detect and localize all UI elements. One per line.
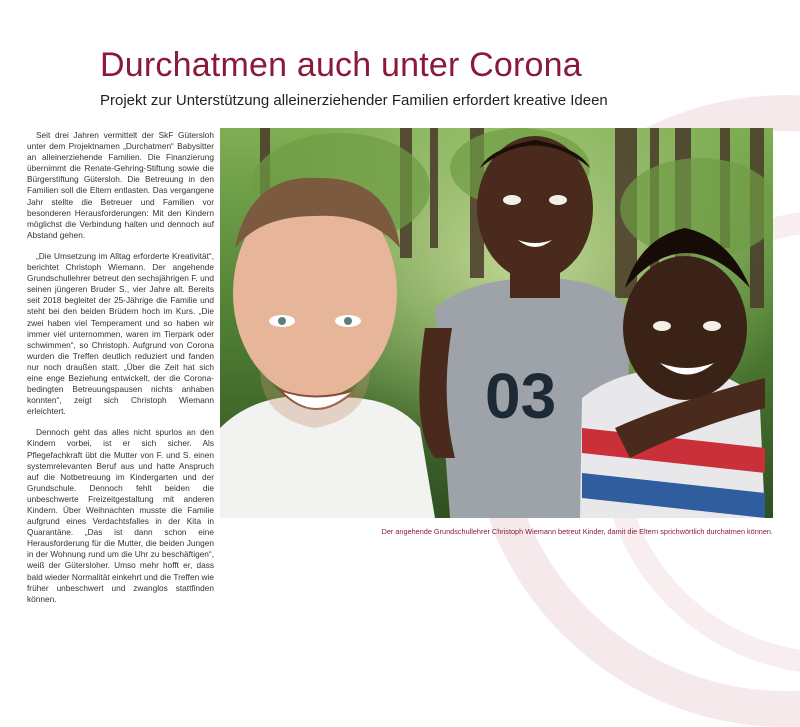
body-paragraph-2: „Die Umsetzung im Alltag erforderte Kreativität“, berichtet Christoph Wiemann. Der angehende Grundschullehrer betreut den sechsjährigen F. und seinen jüngeren Bruder S., vier Jahre alt. Bereits seit 2018 begleitet der 25-Jährige die Familie und steht bei den beiden Brüdern hoch im Kurs. „Die zwei haben viel Temperament und so haben wir immer viel unternommen, waren im Tierpark oder schwimmen“, so Christoph. Aufgrund von Corona wurden die Treffen deutlich reduziert und fanden nur noch draußen statt. „Über die Zeit hat sich eine enge Beziehung entwickelt, der die Corona-bedingten Betreuungspausen nichts anhaben konnten“, zeigt sich Christoph Wiemann erleichtert. (27, 250, 214, 417)
article-photo (220, 128, 773, 518)
photo-illustration (220, 128, 773, 518)
article-body (27, 130, 214, 615)
article-title: Durchatmen auch unter Corona (100, 46, 582, 84)
article-subtitle: Projekt zur Unterstützung alleinerziehender Familien erfordert kreative Ideen (100, 92, 608, 109)
body-paragraph-1: Seit drei Jahren vermittelt der SkF Gütersloh unter dem Projektnamen „Durchatmen“ Babysitter an alleinerziehende Familien. Die Finanzierung übernimmt die Renate-Gehring-Stiftung sowie die Bürgerstiftung Gütersloh. Die Betreuung in den Familien soll die Eltern entlasten. Das vergangene Jahr stellte die Betreuer und Familien vor besonderen Herausforderungen: Mit den Kindern möglichst die Verbindung halten und dennoch auf Abstand gehen. (27, 130, 214, 240)
shirt-print-number: 03 (485, 360, 557, 432)
body-paragraph-3: Dennoch geht das alles nicht spurlos an den Kindern vorbei, ist er sich sicher. Als Pflegefachkraft übt die Mutter von F. und S. einen systemrelevanten Beruf aus und hatte Anspruch auf die Notbetreuung im Kindergarten und der Grundschule. Dennoch fehlt beiden die unbeschwerte Freizeitgestaltung mit anderen Kindern. Über Weihnachten musste die Familie aufgrund eines Verdachtsfalles in der Kita in Quarantäne. „Das ist dann schon eine Herausforderung für die Mutter, die beiden Jungen in der Wohnung rund um die Uhr zu beschäftigen“, weiß der Gütersloher. Umso mehr hofft er, dass bald wieder Normalität einkehrt und die Treffen wie früher unbeschwert und zwanglos stattfinden können. (27, 427, 214, 604)
photo-caption: Der angehende Grundschullehrer Christoph Wiemann betreut Kinder, damit die Eltern sprichwörtlich durchatmen können. (381, 527, 773, 536)
